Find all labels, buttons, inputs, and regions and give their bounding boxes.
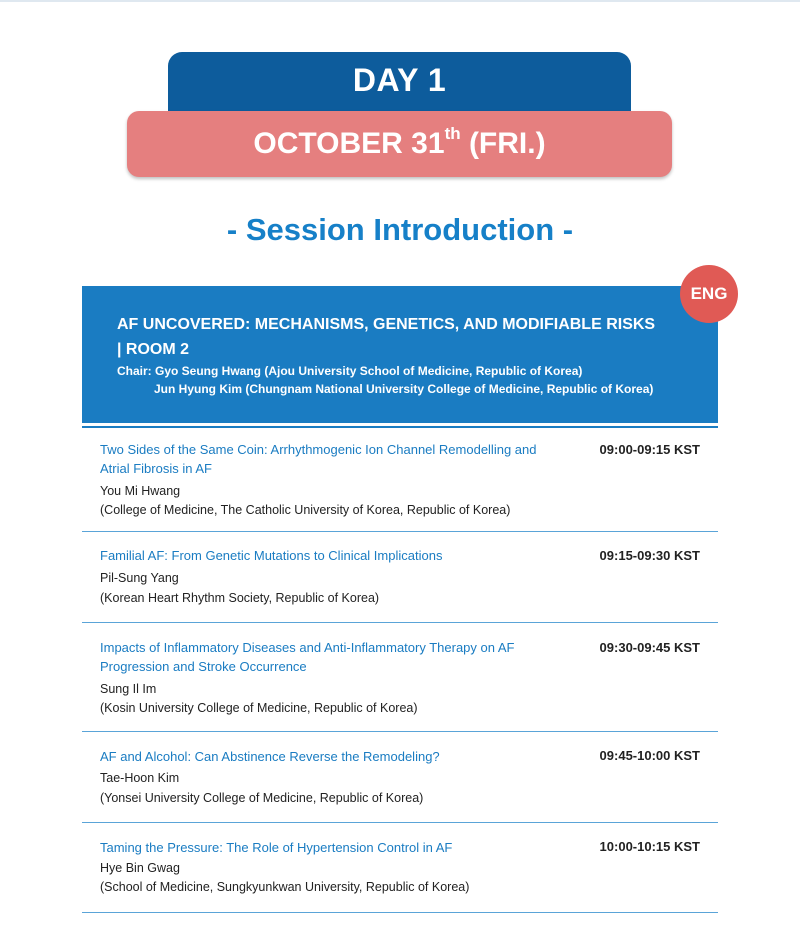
talk-time: 10:00-10:15 KST (599, 839, 700, 854)
session-title-line1: AF UNCOVERED: MECHANISMS, GENETICS, AND MODIFIABLE RISKS (117, 316, 656, 333)
talk-title: AF and Alcohol: Can Abstinence Reverse the Remodeling? (100, 749, 440, 764)
talk-speaker: Pil-Sung Yang (100, 571, 179, 585)
talk-speaker: Tae-Hoon Kim (100, 771, 180, 785)
session-title-line2: | ROOM 2 (117, 341, 190, 358)
talk-time: 09:15-09:30 KST (599, 548, 700, 563)
date-suffix: th (444, 124, 461, 143)
session-title (117, 312, 677, 362)
talk-affiliation: (School of Medicine, Sungkyunkwan University, Republic of Korea) (100, 880, 470, 894)
talk-speaker: You Mi Hwang (100, 484, 181, 498)
date-weekday: (FRI.) (460, 127, 546, 160)
language-badge: ENG (680, 265, 738, 323)
talk-time: 09:30-09:45 KST (599, 640, 700, 655)
talk-row (82, 428, 718, 532)
talk-title: Taming the Pressure: The Role of Hypertension Control in AF (100, 840, 453, 855)
talk-affiliation: (College of Medicine, The Catholic University of Korea, Republic of Korea) (100, 503, 511, 517)
talk-row (82, 824, 718, 913)
chair-line-1: Chair: Gyo Seung Hwang (Ajou University School of Medicine, Republic of Korea) (117, 364, 583, 378)
date-main: OCTOBER 31 (253, 127, 445, 160)
talk-affiliation: (Kosin University College of Medicine, Republic of Korea) (100, 701, 418, 715)
day-label: DAY 1 (352, 62, 447, 98)
talk-speaker: Hye Bin Gwag (100, 861, 180, 875)
session-header (82, 286, 718, 423)
talk-title: Two Sides of the Same Coin: Arrhythmogenic Ion Channel Remodelling and Atrial Fibrosis in AF (100, 442, 537, 476)
chair-line-2: Jun Hyung Kim (Chungnam National University College of Medicine, Republic of Korea) (154, 382, 654, 396)
date-label (127, 124, 672, 161)
talk-row (82, 624, 718, 732)
top-divider (0, 0, 800, 2)
talk-time: 09:00-09:15 KST (599, 442, 700, 457)
talk-speaker: Sung Il Im (100, 682, 157, 696)
talk-affiliation: (Korean Heart Rhythm Society, Republic of Korea) (100, 591, 380, 605)
talk-title: Familial AF: From Genetic Mutations to Clinical Implications (100, 548, 443, 563)
talk-time: 09:45-10:00 KST (599, 748, 700, 763)
talk-row (82, 733, 718, 823)
talk-affiliation: (Yonsei University College of Medicine, Republic of Korea) (100, 791, 424, 805)
talk-row (82, 533, 718, 623)
section-title: - Session Introduction - (226, 212, 574, 247)
talk-title: Impacts of Inflammatory Diseases and Anti-Inflammatory Therapy on AF Progression and Stroke Occurrence (100, 640, 515, 674)
